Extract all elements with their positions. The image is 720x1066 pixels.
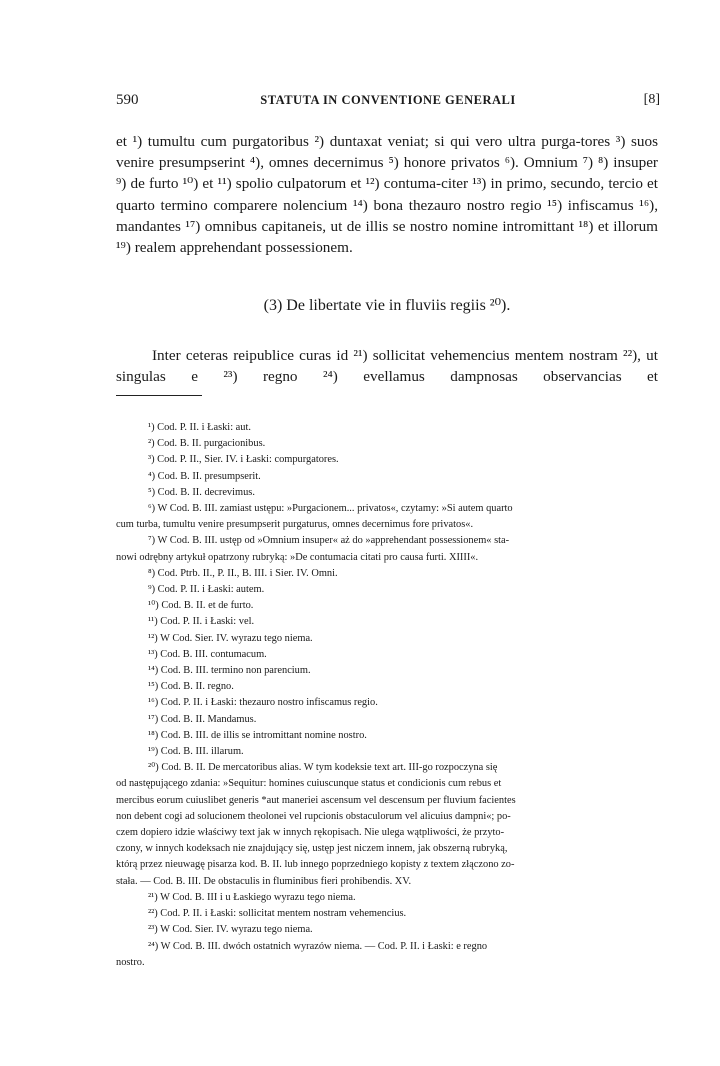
paragraph-2: Inter ceteras reipublice curas id ²¹) sollicitat vehemencius mentem nostram ²²), ut singulas e ²³) regno ²⁴) evellamus dampnosas observancias et [116,347,658,386]
footnote: ²⁰) Cod. B. II. De mercatoribus alias. W tym kodeksie text art. III-go rozpoczyna się [148,762,498,774]
footnote: ¹²) W Cod. Sier. IV. wyrazu tego niema. [148,632,313,644]
footnotes [116,420,658,971]
footnote: ¹³) Cod. B. III. contumacum. [148,648,267,660]
footnote: ⁶) W Cod. B. III. zamiast ustępu: »Purgacionem... privatos«, czytamy: »Si autem quarto [148,503,513,515]
footnote-continuation: nostro. [116,956,145,968]
paragraph-1: et ¹) tumultu cum purgatoribus ²) duntaxat veniat; si qui vero ultra purga-tores ³) suos venire presumpserint ⁴), omnes decernimus ⁵) honore privatos ⁶). Omnium ⁷) ⁸) insuper ⁹) de furto ¹⁰) et ¹¹) spolio culpatorum et ¹²) contuma-citer ¹³) in primo, secundo, tercio et quarto termino comparere nolencium ¹⁴) bona thezauro nostro regio ¹⁵) infiscamus ¹⁶), mandantes ¹⁷) omnibus capitaneis, ut de illis se nostro nomine intromittant ¹⁸) et illorum ¹⁹) realem apprehendant possessionem. [116,133,658,257]
footnote: ⁹) Cod. P. II. i Łaski: autem. [148,584,265,596]
footnote: ²) Cod. B. II. purgacionibus. [148,438,266,450]
footnote: ²⁴) W Cod. B. III. dwóch ostatnich wyrazów niema. — Cod. P. II. i Łaski: e regno [148,940,488,952]
footnote: ¹⁶) Cod. P. II. i Łaski: thezauro nostro infiscamus regio. [148,697,378,709]
footnote: ²²) Cod. P. II. i Łaski: sollicitat mentem nostram vehemencius. [148,908,407,920]
footnote-continuation: non debent cogi ad solucionem theolonei vel rupcionis obstaculorum vel alicuius dampni«; po- [116,810,511,822]
footnote: ¹) Cod. P. II. i Łaski: aut. [148,422,251,433]
running-title: STATUTA IN CONVENTIONE GENERALI [260,93,516,107]
footnote: ¹¹) Cod. P. II. i Łaski: vel. [148,616,255,628]
footnote: ⁴) Cod. B. II. presumpserit. [148,470,261,482]
page-number: 590 [116,92,139,108]
page-header [116,92,660,114]
section-marker: [8] [643,92,660,107]
main-text [116,131,658,258]
footnote: ¹⁷) Cod. B. II. Mandamus. [148,713,257,725]
section-heading: (3) De libertate vie in fluviis regiis ²⁰). [263,297,511,314]
footnote-continuation: którą przez nieuwagę pisarza kod. B. II. lub innego poprzedniego kopisty z textem złączono zo- [116,859,515,871]
footnote: ¹⁴) Cod. B. III. termino non parencium. [148,665,311,677]
footnote-continuation: czony, w innych kodeksach nie znajdujący się, ustęp jest niczem innem, jak obszerną rubryką, [116,843,508,855]
footnote: ¹⁹) Cod. B. III. illarum. [148,746,244,758]
footnote: ²³) W Cod. Sier. IV. wyrazu tego niema. [148,924,313,936]
footnote: ³) Cod. P. II., Sier. IV. i Łaski: compurgatores. [148,454,339,466]
footnote: ⁷) W Cod. B. III. ustęp od »Omnium insuper« aż do »apprehendant possessionem« sta- [148,535,510,547]
footnote: ¹⁸) Cod. B. III. de illis se intromittant nomine nostro. [148,729,367,741]
footnote-continuation: mercibus eorum cuiuslibet generis *aut maneriei ascensum vel descensum per fluvium facientes [116,794,516,806]
footnote: ¹⁵) Cod. B. II. regno. [148,681,234,693]
footnote-divider [116,395,202,396]
footnote: ¹⁰) Cod. B. II. et de furto. [148,600,254,612]
footnote: ⁵) Cod. B. II. decrevimus. [148,486,255,498]
footnote: ²¹) W Cod. B. III i u Łaskiego wyrazu tego niema. [148,891,356,903]
footnote-continuation: stała. — Cod. B. III. De obstaculis in fluminibus fieri prohibendis. XV. [116,875,412,887]
footnote-continuation: czem dopiero idzie właściwy text jak w innych rękopisach. Nie ulega wątpliwości, że przyto- [116,827,505,839]
footnote-continuation: od następującego zdania: »Sequitur: homines cuiuscunque status et condicionis cum rebus et [116,778,502,790]
footnote-continuation: nowi odrębny artykuł opatrzony rubryką: »De contumacia citati pro causa furti. XIIII«. [116,551,479,563]
footnote-continuation: cum turba, tumultu venire presumpserit purgaturus, omnes decernimus fore privatos«. [116,519,474,531]
footnote: ⁸) Cod. Ptrb. II., P. II., B. III. i Sier. IV. Omni. [148,567,338,579]
